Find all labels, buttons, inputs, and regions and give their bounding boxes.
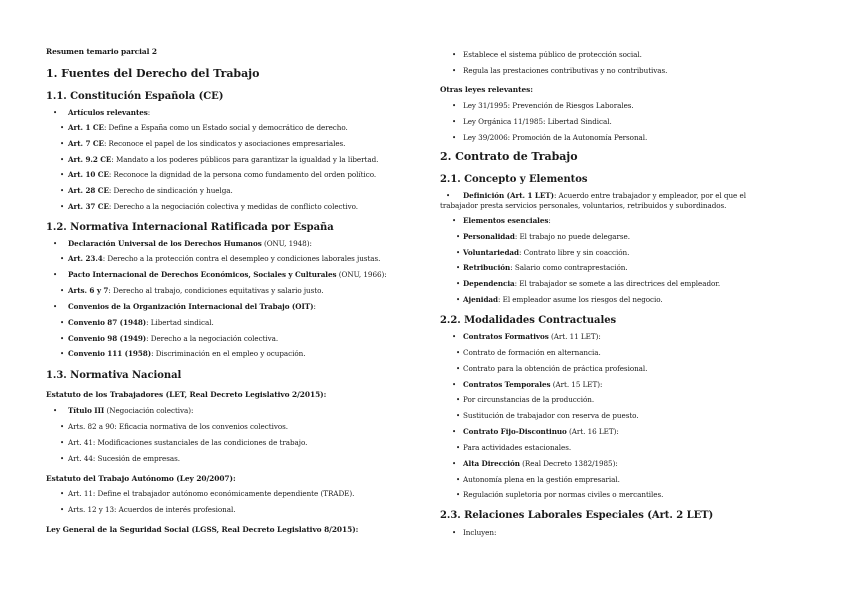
bullet-icon: • xyxy=(456,233,461,241)
list-item: Artículos relevantes: xyxy=(68,108,151,117)
bullet-icon: • xyxy=(60,255,65,263)
list-item: Art. 28 CE: Derecho de sindicación y huelga. xyxy=(68,186,233,195)
bullet-icon: • xyxy=(60,423,65,431)
bullet-icon: • xyxy=(446,192,451,200)
list-item: Ley Orgánica 11/1985: Libertad Sindical. xyxy=(463,117,612,126)
bullet-icon: • xyxy=(60,140,65,148)
list-item: Contratos Formativos (Art. 11 LET): xyxy=(463,332,601,341)
bullet-icon: • xyxy=(456,412,461,420)
bullet-icon: • xyxy=(53,240,58,248)
list-item: Voluntariedad: Contrato libre y sin coacción. xyxy=(463,248,630,257)
bullet-icon: • xyxy=(53,303,58,311)
list-item: Para actividades estacionales. xyxy=(463,443,572,452)
bullet-icon: • xyxy=(452,67,457,75)
list-item: Art. 9.2 CE: Mandato a los poderes públicos para garantizar la igualdad y la libertad. xyxy=(68,155,379,164)
list-item: Regula las prestaciones contributivas y no contributivas. xyxy=(463,66,668,75)
list-item: Convenio 111 (1958): Discriminación en el empleo y ocupación. xyxy=(68,349,306,358)
bullet-icon: • xyxy=(452,333,457,341)
bullet-icon: • xyxy=(452,529,457,537)
bullet-icon: • xyxy=(456,349,461,357)
bullet-icon: • xyxy=(452,460,457,468)
list-item: Contratos Temporales (Art. 15 LET): xyxy=(463,380,603,389)
bullet-icon: • xyxy=(60,490,65,498)
bullet-icon: • xyxy=(60,203,65,211)
list-item: Ajenidad: El empleador asume los riesgos del negocio. xyxy=(463,295,663,304)
doc-title: Resumen temario parcial 2 xyxy=(46,47,157,56)
list-item: Título III (Negociación colectiva): xyxy=(68,406,194,415)
list-item: Contrato de formación en alternancia. xyxy=(463,348,601,357)
list-item: Art. 41: Modificaciones sustanciales de las condiciones de trabajo. xyxy=(68,438,308,447)
bullet-icon: • xyxy=(456,476,461,484)
bullet-icon: • xyxy=(53,109,58,117)
list-item: Contrato Fijo-Discontinuo (Art. 16 LET): xyxy=(463,427,619,436)
bullet-icon: • xyxy=(60,156,65,164)
et-heading: Estatuto de los Trabajadores (LET, Real Decreto Legislativo 2/2015): xyxy=(46,390,327,399)
list-item: Arts. 12 y 13: Acuerdos de interés profesional. xyxy=(68,505,236,514)
list-item: Art. 37 CE: Derecho a la negociación colectiva y medidas de conflicto colectivo. xyxy=(68,202,358,211)
list-item: Sustitución de trabajador con reserva de puesto. xyxy=(463,411,639,420)
list-item: Elementos esenciales: xyxy=(463,216,551,225)
bullet-icon: • xyxy=(60,439,65,447)
list-item: Arts. 82 a 90: Eficacia normativa de los convenios colectivos. xyxy=(68,422,288,431)
bullet-icon: • xyxy=(60,455,65,463)
bullet-icon: • xyxy=(456,396,461,404)
section-1-heading: 1. Fuentes del Derecho del Trabajo xyxy=(46,67,260,80)
bullet-icon: • xyxy=(456,491,461,499)
list-item-continuation: trabajador presta servicios personales, voluntarios, retribuidos y subordinados. xyxy=(440,201,727,210)
section-1-3-heading: 1.3. Normativa Nacional xyxy=(46,370,182,381)
list-item: Pacto Internacional de Derechos Económicos, Sociales y Culturales (ONU, 1966): xyxy=(68,270,387,279)
eta-heading: Estatuto del Trabajo Autónomo (Ley 20/2007): xyxy=(46,474,236,483)
section-2-heading: 2. Contrato de Trabajo xyxy=(440,150,578,163)
bullet-icon: • xyxy=(60,171,65,179)
list-item: Contrato para la obtención de práctica profesional. xyxy=(463,364,648,373)
list-item: Establece el sistema público de protección social. xyxy=(463,50,642,59)
list-item: Declaración Universal de los Derechos Humanos (ONU, 1948): xyxy=(68,239,312,248)
bullet-icon: • xyxy=(452,217,457,225)
list-item: Convenio 98 (1949): Derecho a la negociación colectiva. xyxy=(68,334,279,343)
bullet-icon: • xyxy=(456,264,461,272)
list-item: Convenios de la Organización Internacional del Trabajo (OIT): xyxy=(68,302,316,311)
bullet-icon: • xyxy=(452,51,457,59)
bullet-icon: • xyxy=(60,506,65,514)
list-item: Arts. 6 y 7: Derecho al trabajo, condiciones equitativas y salario justo. xyxy=(68,286,324,295)
bullet-icon: • xyxy=(60,124,65,132)
bullet-icon: • xyxy=(60,187,65,195)
section-2-2-heading: 2.2. Modalidades Contractuales xyxy=(440,315,617,326)
section-1-1-heading: 1.1. Constitución Española (CE) xyxy=(46,91,224,102)
list-item: Autonomía plena en la gestión empresarial. xyxy=(463,475,620,484)
list-item: Art. 1 CE: Define a España como un Estado social y democrático de derecho. xyxy=(68,123,348,132)
list-item: Ley 31/1995: Prevención de Riesgos Laborales. xyxy=(463,101,634,110)
list-item: Incluyen: xyxy=(463,528,497,537)
section-1-2-heading: 1.2. Normativa Internacional Ratificada por España xyxy=(46,222,334,233)
bullet-icon: • xyxy=(60,319,65,327)
list-item: Personalidad: El trabajo no puede delegarse. xyxy=(463,232,630,241)
section-2-1-heading: 2.1. Concepto y Elementos xyxy=(440,174,588,185)
bullet-icon: • xyxy=(452,381,457,389)
bullet-icon: • xyxy=(456,280,461,288)
list-item: Definición (Art. 1 LET): Acuerdo entre trabajador y empleador, por el que el xyxy=(463,191,746,200)
bullet-icon: • xyxy=(456,444,461,452)
bullet-icon: • xyxy=(452,428,457,436)
list-item: Art. 11: Define el trabajador autónomo económicamente dependiente (TRADE). xyxy=(68,489,355,498)
list-item: Art. 7 CE: Reconoce el papel de los sindicatos y asociaciones empresariales. xyxy=(68,139,346,148)
bullet-icon: • xyxy=(452,118,457,126)
list-item: Retribución: Salario como contraprestación. xyxy=(463,263,628,272)
list-item: Dependencia: El trabajador se somete a las directrices del empleador. xyxy=(463,279,721,288)
bullet-icon: • xyxy=(53,407,58,415)
list-item: Art. 10 CE: Reconoce la dignidad de la persona como fundamento del orden político. xyxy=(68,170,377,179)
bullet-icon: • xyxy=(60,335,65,343)
bullet-icon: • xyxy=(53,271,58,279)
bullet-icon: • xyxy=(456,249,461,257)
lgss-heading: Ley General de la Seguridad Social (LGSS, Real Decreto Legislativo 8/2015): xyxy=(46,525,359,534)
list-item: Regulación supletoria por normas civiles o mercantiles. xyxy=(463,490,664,499)
bullet-icon: • xyxy=(60,350,65,358)
bullet-icon: • xyxy=(60,287,65,295)
list-item: Convenio 87 (1948): Libertad sindical. xyxy=(68,318,214,327)
bullet-icon: • xyxy=(456,365,461,373)
otras-heading: Otras leyes relevantes: xyxy=(440,85,533,94)
section-2-3-heading: 2.3. Relaciones Laborales Especiales (Art. 2 LET) xyxy=(440,510,714,521)
list-item: Art. 44: Sucesión de empresas. xyxy=(68,454,180,463)
list-item: Por circunstancias de la producción. xyxy=(463,395,595,404)
list-item: Art. 23.4: Derecho a la protección contra el desempleo y condiciones laborales justas. xyxy=(68,254,381,263)
list-item: Alta Dirección (Real Decreto 1382/1985): xyxy=(463,459,618,468)
list-item: Ley 39/2006: Promoción de la Autonomía Personal. xyxy=(463,133,648,142)
bullet-icon: • xyxy=(452,102,457,110)
bullet-icon: • xyxy=(452,134,457,142)
bullet-icon: • xyxy=(456,296,461,304)
